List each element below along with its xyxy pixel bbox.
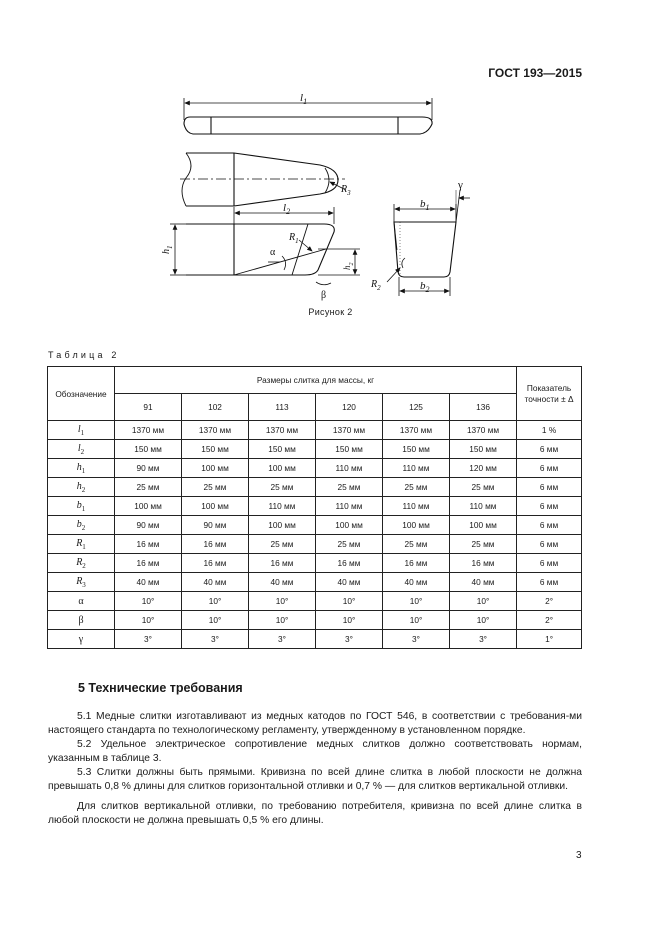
plan-view [180,153,351,206]
table-cell: 10° [182,611,249,630]
page-number: 3 [576,850,582,861]
row-designation: $h_2$ [48,478,115,497]
accuracy-cell: 6 мм [517,497,582,516]
table-row [48,630,582,649]
table-cell: 40 мм [316,573,383,592]
header-accuracy-line1: Показатель [526,382,572,393]
row-designation: $l_1$ [48,421,115,440]
table-cell: 100 мм [249,516,316,535]
table-cell: 120 мм [450,459,517,478]
accuracy-cell: 6 мм [517,459,582,478]
table-row [48,535,582,554]
table-cell: 110 мм [383,497,450,516]
table-cell: 100 мм [115,497,182,516]
row-designation: $l_2$ [48,440,115,459]
table-cell: 25 мм [316,535,383,554]
table-cell: 25 мм [115,478,182,497]
table-cell: 25 мм [316,478,383,497]
table-cell: 10° [450,611,517,630]
table-cell: 100 мм [316,516,383,535]
dim-b1: $b_1$ [420,198,430,212]
mass-header: 113 [249,394,316,421]
table-row [48,440,582,459]
table-cell: 40 мм [182,573,249,592]
table-cell: 150 мм [316,440,383,459]
figure-caption: Рисунок 2 [308,307,353,317]
header-accuracy-line2: точности ± Δ [524,393,574,404]
table-cell: 90 мм [182,516,249,535]
table-cell: 100 мм [182,459,249,478]
table-cell: 1370 мм [115,421,182,440]
section-heading: 5 Технические требования [78,681,243,695]
table-cell: 16 мм [115,554,182,573]
table-row [48,497,582,516]
accuracy-cell: 6 мм [517,440,582,459]
table-cell: 90 мм [115,516,182,535]
row-designation: $b_2$ [48,516,115,535]
accuracy-cell: 2° [517,611,582,630]
accuracy-cell: 1 % [517,421,582,440]
table-cell: 150 мм [115,440,182,459]
angle-gamma: γ [458,179,463,191]
top-view [184,92,432,134]
table-cell: 40 мм [383,573,450,592]
row-designation: $R_2$ [48,554,115,573]
table-cell: 25 мм [249,535,316,554]
table-cell: 3° [316,630,383,649]
table-row [48,421,582,440]
table-cell: 3° [182,630,249,649]
dim-h2: $h_2$ [342,262,355,270]
table-cell: 16 мм [182,554,249,573]
dim-l1: $l_1$ [300,92,308,106]
mass-header: 136 [450,394,517,421]
dim-l2: $l_2$ [283,202,291,216]
table-cell: 1370 мм [182,421,249,440]
table-cell: 40 мм [249,573,316,592]
mass-header: 102 [182,394,249,421]
paragraph-vertical: Для слитков вертикальной отливки, по требованию потребителя, кривизна по всей длине слитка в любой плоскости не должна превышать 0,5 % его длины. [48,801,582,826]
table-cell: 110 мм [316,459,383,478]
table-cell: 90 мм [115,459,182,478]
paragraph-5-2: 5.2 Удельное электрическое сопротивление медных слитков должно соответствовать нормам, указанным в таблице 3. [48,739,582,764]
row-designation: γ [48,630,115,649]
table-cell: 3° [383,630,450,649]
table-row [48,554,582,573]
table-cell: 3° [450,630,517,649]
angle-beta: β [321,290,327,301]
table-cell: 10° [450,592,517,611]
mass-header: 125 [383,394,450,421]
row-designation: β [48,611,115,630]
table-cell: 10° [115,592,182,611]
table-cell: 150 мм [249,440,316,459]
table-cell: 100 мм [249,459,316,478]
table-cell: 110 мм [316,497,383,516]
table-cell: 3° [115,630,182,649]
table-row [48,478,582,497]
table-cell: 25 мм [383,535,450,554]
table-cell: 16 мм [182,535,249,554]
table-cell: 10° [182,592,249,611]
table-cell: 150 мм [450,440,517,459]
table-cell: 1370 мм [450,421,517,440]
row-designation: $R_1$ [48,535,115,554]
header-designation: Обозначение [48,367,115,421]
table-row [48,459,582,478]
row-designation: $R_3$ [48,573,115,592]
accuracy-cell: 6 мм [517,478,582,497]
table-cell: 25 мм [182,478,249,497]
table-cell: 100 мм [182,497,249,516]
table-label: Таблица 2 [48,350,120,360]
row-designation: $h_1$ [48,459,115,478]
header-accuracy [517,367,582,421]
dim-h1: $h_1$ [161,245,174,254]
table-cell: 110 мм [383,459,450,478]
accuracy-cell: 6 мм [517,573,582,592]
standard-header: ГОСТ 193—2015 [488,66,582,80]
table-cell: 16 мм [450,554,517,573]
table-cell: 10° [249,592,316,611]
table-cell: 25 мм [450,535,517,554]
table-cell: 100 мм [450,516,517,535]
table-row [48,592,582,611]
dimensions-table [47,366,582,649]
table-cell: 3° [249,630,316,649]
table-cell: 10° [383,611,450,630]
dim-R1: $R_1$ [289,232,299,245]
mass-header: 91 [115,394,182,421]
table-row [48,573,582,592]
paragraph-5-3: 5.3 Слитки должны быть прямыми. Кривизна по всей длине слитка в любой плоскости не должна превышать 0,8 % длины для слитков горизонтальной отливки и 0,7 % — для слитков вертикальной отливки. [48,767,582,792]
table-cell: 110 мм [450,497,517,516]
accuracy-cell: 6 мм [517,516,582,535]
row-designation: $b_1$ [48,497,115,516]
dim-R2: $R_2$ [371,279,381,292]
table-cell: 150 мм [383,440,450,459]
table-cell: 1370 мм [249,421,316,440]
header-sizes: Размеры слитка для массы, кг [115,367,517,394]
table-cell: 10° [115,611,182,630]
mass-header-row [48,394,582,421]
table-cell: 16 мм [383,554,450,573]
accuracy-cell: 1° [517,630,582,649]
accuracy-cell: 2° [517,592,582,611]
table-body [48,421,582,649]
table-cell: 1370 мм [316,421,383,440]
table-cell: 25 мм [249,478,316,497]
table-cell: 100 мм [383,516,450,535]
accuracy-cell: 6 мм [517,535,582,554]
table-cell: 10° [383,592,450,611]
table-cell: 16 мм [249,554,316,573]
ingot-drawing [0,0,661,320]
table-cell: 10° [316,611,383,630]
table-cell: 40 мм [450,573,517,592]
table-cell: 16 мм [115,535,182,554]
dim-b2: $b_2$ [420,280,430,294]
table-cell: 10° [249,611,316,630]
paragraph-5-1: 5.1 Медные слитки изготавливают из медных катодов по ГОСТ 546, в соответствии с требования-ми настоящего стандарта по технологическому регламенту, утвержденному в установленном порядке. [48,711,582,736]
table-cell: 10° [316,592,383,611]
table-cell: 110 мм [249,497,316,516]
mass-header: 120 [316,394,383,421]
angle-alpha: α [270,247,276,258]
row-designation: α [48,592,115,611]
section-view [370,179,470,296]
side-view [161,202,360,301]
table-cell: 25 мм [450,478,517,497]
table-cell: 1370 мм [383,421,450,440]
table-row [48,516,582,535]
accuracy-cell: 6 мм [517,554,582,573]
table-cell: 150 мм [182,440,249,459]
table-row [48,611,582,630]
table-cell: 25 мм [383,478,450,497]
table-cell: 16 мм [316,554,383,573]
table-cell: 40 мм [115,573,182,592]
dim-R3: $R_3$ [341,184,351,197]
